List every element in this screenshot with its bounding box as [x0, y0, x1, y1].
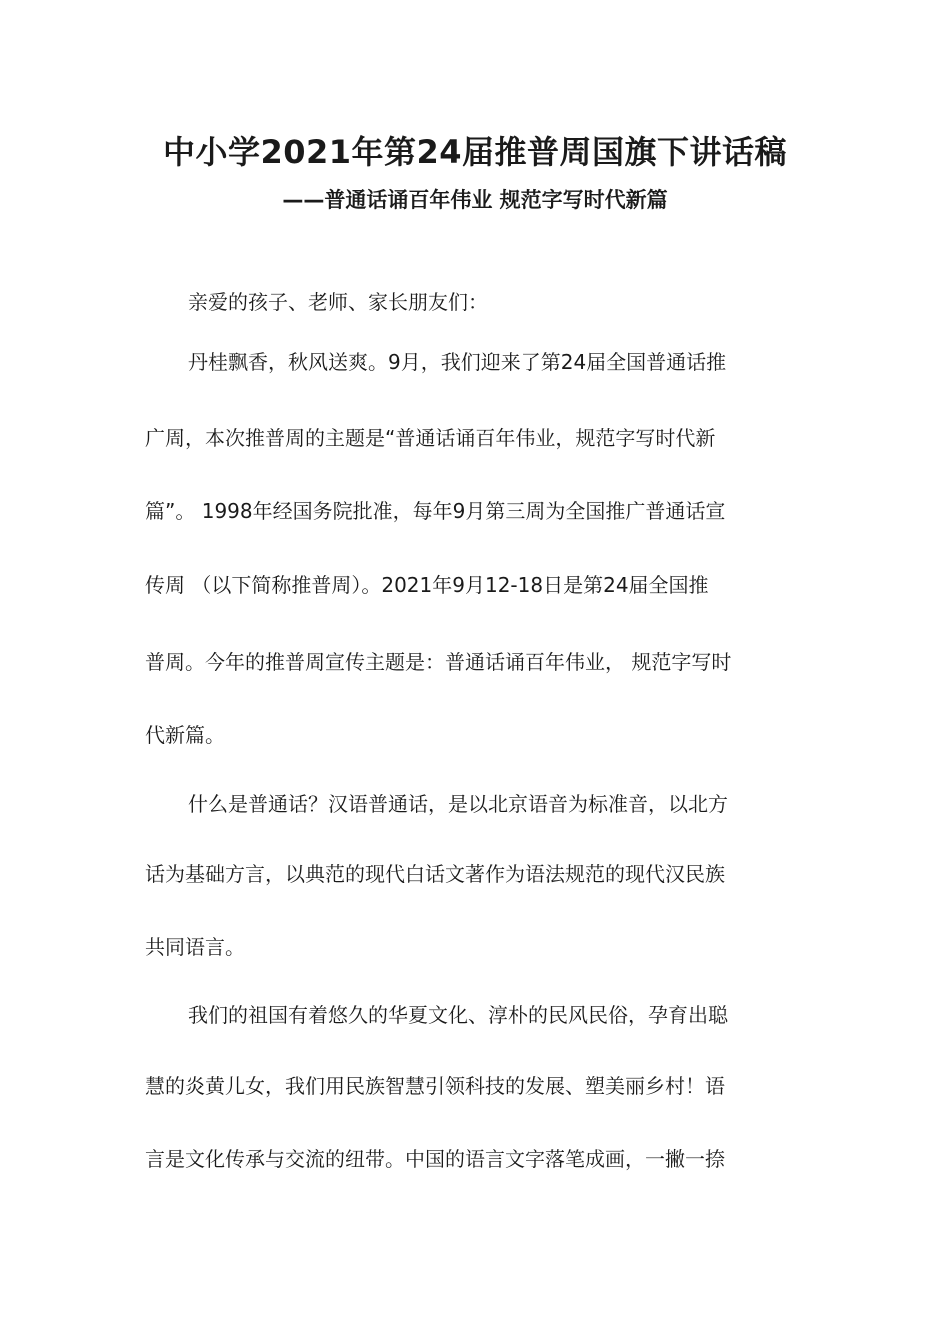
paragraph-line: 什么是普通话？汉语普通话，是以北京语音为标准音，以北方 [188, 792, 728, 816]
paragraph-line: 普周。今年的推普周宣传主题是：普通话诵百年伟业， 规范字写时 [145, 650, 732, 674]
paragraph-line: 篇”。 1998年经国务院批准，每年9月第三周为全国推广普通话宣 [145, 499, 726, 523]
paragraph-line: 共同语言。 [145, 935, 245, 959]
salutation-line: 亲爱的孩子、老师、家长朋友们： [188, 290, 488, 314]
paragraph-line: 丹桂飘香，秋风送爽。9月，我们迎来了第24届全国普通话推 [188, 350, 727, 374]
document-title: 中小学2021年第24届推普周国旗下讲话稿 [162, 133, 788, 171]
paragraph-line: 话为基础方言，以典范的现代白话文著作为语法规范的现代汉民族 [145, 862, 725, 886]
paragraph-line: 代新篇。 [145, 723, 225, 747]
paragraph-line: 言是文化传承与交流的纽带。中国的语言文字落笔成画，一撇一捺 [145, 1147, 725, 1171]
document-subtitle: ——普通话诵百年伟业 规范字写时代新篇 [282, 188, 668, 212]
paragraph-line: 慧的炎黄儿女，我们用民族智慧引领科技的发展、塑美丽乡村！语 [145, 1074, 725, 1098]
paragraph-line: 传周 （以下简称推普周）。2021年9月12-18日是第24届全国推 [145, 573, 709, 597]
paragraph-line: 我们的祖国有着悠久的华夏文化、淳朴的民风民俗，孕育出聪 [188, 1003, 728, 1027]
paragraph-line: 广周，本次推普周的主题是“普通话诵百年伟业，规范字写时代新 [145, 426, 716, 450]
